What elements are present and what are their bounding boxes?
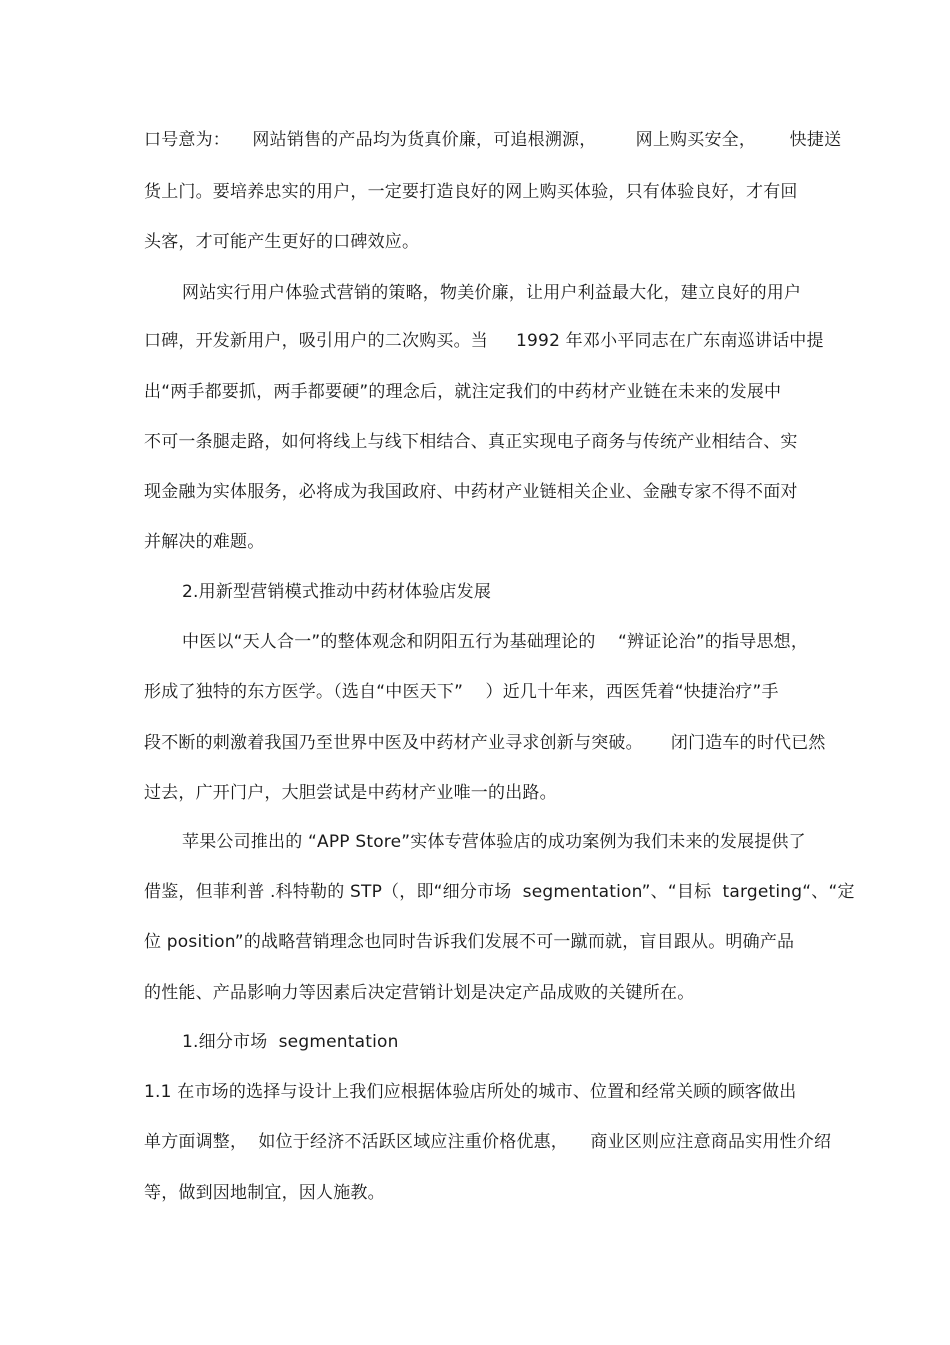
text-line: 单方面调整， 如位于经济不活跃区域应注重价格优惠， 商业区则应注意商品实用性介绍 — [144, 1132, 832, 1152]
text-line: 口号意为： 网站销售的产品均为货真价廉，可追根溯源， 网上购买安全， 快捷送 — [144, 130, 842, 150]
text-line: 位 position”的战略营销理念也同时告诉我们发展不可一蹴而就，盲目跟从。明确产品 — [144, 932, 795, 952]
text-line: 苹果公司推出的 “APP Store”实体专营体验店的成功案例为我们未来的发展提供了 — [182, 832, 806, 852]
text-line: 借鉴，但菲利普 .科特勒的 STP（，即“细分市场 segmentation”、“目标 targeting“、“定 — [144, 882, 855, 902]
text-line: 货上门。要培养忠实的用户，一定要打造良好的网上购买体验，只有体验良好，才有回 — [144, 182, 798, 202]
text-line: 网站实行用户体验式营销的策略，物美价廉，让用户利益最大化，建立良好的用户 — [182, 283, 802, 303]
section-heading: 1.细分市场 segmentation — [182, 1032, 399, 1052]
text-line: 形成了独特的东方医学。（选自“中医天下” ）近几十年来，西医凭着“快捷治疗”手 — [144, 682, 779, 702]
text-line: 等，做到因地制宜，因人施教。 — [144, 1183, 385, 1203]
text-line: 过去，广开门户，大胆尝试是中药材产业唯一的出路。 — [144, 783, 557, 803]
text-line: 中医以“天人合一”的整体观念和阴阳五行为基础理论的 “辨证论治”的指导思想， — [182, 632, 809, 652]
section-heading: 2.用新型营销模式推动中药材体验店发展 — [182, 582, 492, 602]
text-line: 段不断的刺激着我国乃至世界中医及中药材产业寻求创新与突破。 闭门造车的时代已然 — [144, 733, 826, 753]
text-line: 不可一条腿走路，如何将线上与线下相结合、真正实现电子商务与传统产业相结合、实 — [144, 432, 798, 452]
text-line: 口碑，开发新用户，吸引用户的二次购买。当 1992 年邓小平同志在广东南巡讲话中提 — [144, 331, 824, 351]
text-line: 并解决的难题。 — [144, 532, 265, 552]
text-line: 的性能、产品影响力等因素后决定营销计划是决定产品成败的关键所在。 — [144, 983, 695, 1003]
text-line: 现金融为实体服务，必将成为我国政府、中药材产业链相关企业、金融专家不得不面对 — [144, 482, 798, 502]
text-line: 头客，才可能产生更好的口碑效应。 — [144, 232, 420, 252]
text-line: 出“两手都要抓，两手都要硬”的理念后，就注定我们的中药材产业链在未来的发展中 — [144, 382, 782, 402]
text-line: 1.1 在市场的选择与设计上我们应根据体验店所处的城市、位置和经常关顾的顾客做出 — [144, 1082, 797, 1102]
